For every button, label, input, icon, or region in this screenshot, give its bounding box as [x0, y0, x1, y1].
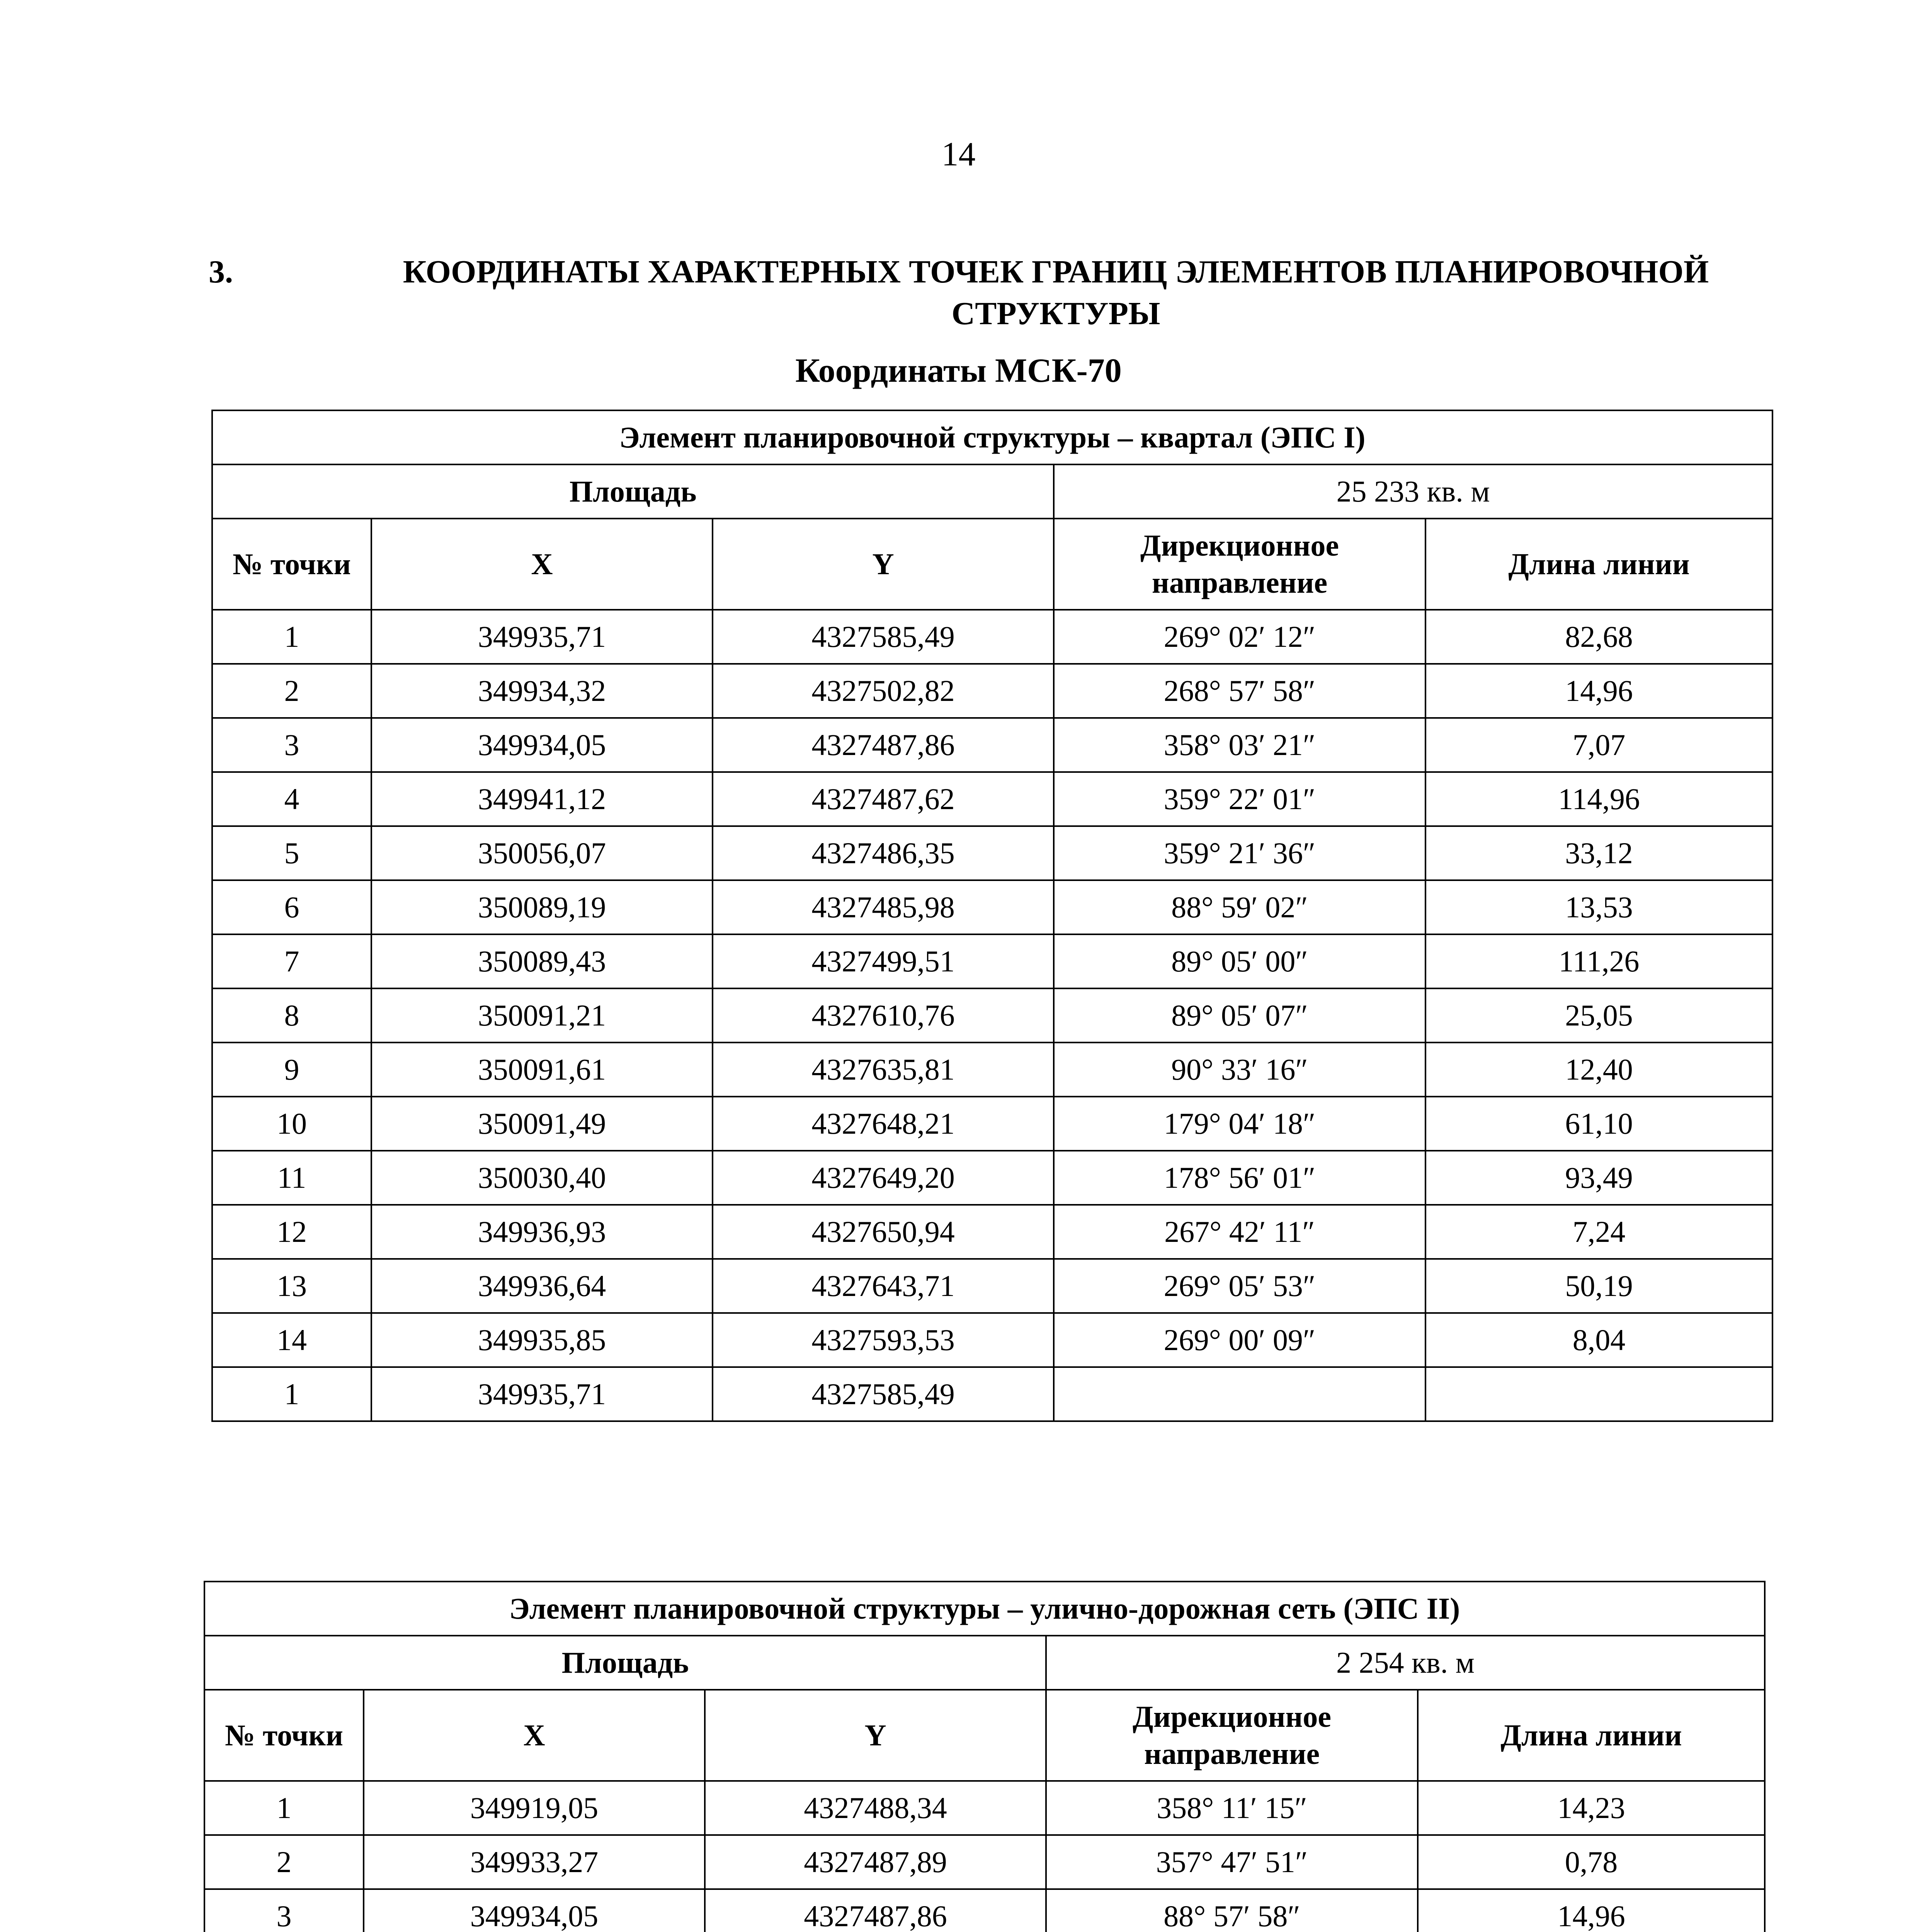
- column-header-y: Y: [713, 519, 1054, 610]
- line-length-cell: 50,19: [1425, 1259, 1772, 1313]
- table-row: [212, 1367, 1772, 1421]
- point-number-cell: 5: [212, 826, 371, 880]
- point-number-cell: 9: [212, 1043, 371, 1097]
- section-heading: [209, 251, 1781, 335]
- line-length-cell: 0,78: [1418, 1835, 1765, 1889]
- point-number-cell: 2: [204, 1835, 364, 1889]
- direction-angle-cell: 359° 22′ 01″: [1054, 772, 1425, 826]
- table-title: Элемент планировочной структуры – квартал (ЭПС I): [212, 410, 1772, 464]
- point-number-cell: 1: [212, 1367, 371, 1421]
- line-length-cell: [1425, 1367, 1772, 1421]
- line-length-cell: 14,96: [1418, 1889, 1765, 1932]
- table-body: [204, 1582, 1765, 1932]
- section-number: 3.: [209, 254, 233, 290]
- direction-angle-cell: 269° 00′ 09″: [1054, 1313, 1425, 1367]
- table-body: [212, 410, 1772, 1421]
- x-coordinate-cell: 350030,40: [371, 1151, 713, 1205]
- line-length-cell: 114,96: [1425, 772, 1772, 826]
- table-row: [212, 988, 1772, 1043]
- line-length-cell: 93,49: [1425, 1151, 1772, 1205]
- column-header-direction: Дирекционное направление: [1046, 1690, 1418, 1781]
- line-length-cell: 33,12: [1425, 826, 1772, 880]
- area-label: Площадь: [212, 464, 1054, 519]
- coordinates-table-eps-1: [211, 410, 1773, 1422]
- y-coordinate-cell: 4327502,82: [713, 664, 1054, 718]
- table-row: [212, 1097, 1772, 1151]
- line-length-cell: 14,96: [1425, 664, 1772, 718]
- line-length-cell: 25,05: [1425, 988, 1772, 1043]
- direction-angle-cell: 267° 42′ 11″: [1054, 1205, 1425, 1259]
- table-row: [204, 1889, 1765, 1932]
- y-coordinate-cell: 4327499,51: [713, 934, 1054, 988]
- y-coordinate-cell: 4327643,71: [713, 1259, 1054, 1313]
- direction-angle-cell: 268° 57′ 58″: [1054, 664, 1425, 718]
- line-length-cell: 111,26: [1425, 934, 1772, 988]
- line-length-cell: 13,53: [1425, 880, 1772, 934]
- column-header-length: Длина линии: [1418, 1690, 1765, 1781]
- point-number-cell: 2: [212, 664, 371, 718]
- direction-angle-cell: 269° 05′ 53″: [1054, 1259, 1425, 1313]
- direction-angle-cell: 89° 05′ 00″: [1054, 934, 1425, 988]
- point-number-cell: 3: [204, 1889, 364, 1932]
- point-number-cell: 4: [212, 772, 371, 826]
- y-coordinate-cell: 4327585,49: [713, 1367, 1054, 1421]
- direction-angle-cell: 179° 04′ 18″: [1054, 1097, 1425, 1151]
- y-coordinate-cell: 4327648,21: [713, 1097, 1054, 1151]
- direction-angle-cell: 269° 02′ 12″: [1054, 610, 1425, 664]
- direction-angle-cell: 88° 59′ 02″: [1054, 880, 1425, 934]
- table-row: [212, 1205, 1772, 1259]
- x-coordinate-cell: 349934,05: [371, 718, 713, 772]
- line-length-cell: 7,07: [1425, 718, 1772, 772]
- x-coordinate-cell: 350089,19: [371, 880, 713, 934]
- point-number-cell: 6: [212, 880, 371, 934]
- table-row: [212, 1259, 1772, 1313]
- column-header-direction: Дирекционное направление: [1054, 519, 1425, 610]
- direction-angle-cell: 178° 56′ 01″: [1054, 1151, 1425, 1205]
- y-coordinate-cell: 4327487,89: [705, 1835, 1046, 1889]
- table-row: [204, 1781, 1765, 1835]
- direction-angle-cell: 88° 57′ 58″: [1046, 1889, 1418, 1932]
- area-value: 2 254 кв. м: [1046, 1636, 1765, 1690]
- table-row: [212, 1313, 1772, 1367]
- direction-angle-cell: 357° 47′ 51″: [1046, 1835, 1418, 1889]
- line-length-cell: 61,10: [1425, 1097, 1772, 1151]
- line-length-cell: 12,40: [1425, 1043, 1772, 1097]
- column-header-point: № точки: [204, 1690, 364, 1781]
- coordinates-table-eps-2: [204, 1581, 1766, 1932]
- point-number-cell: 7: [212, 934, 371, 988]
- x-coordinate-cell: 349941,12: [371, 772, 713, 826]
- x-coordinate-cell: 349935,71: [371, 1367, 713, 1421]
- x-coordinate-cell: 350091,49: [371, 1097, 713, 1151]
- column-header-x: X: [371, 519, 713, 610]
- y-coordinate-cell: 4327635,81: [713, 1043, 1054, 1097]
- y-coordinate-cell: 4327593,53: [713, 1313, 1054, 1367]
- y-coordinate-cell: 4327488,34: [705, 1781, 1046, 1835]
- point-number-cell: 1: [212, 610, 371, 664]
- line-length-cell: 82,68: [1425, 610, 1772, 664]
- point-number-cell: 11: [212, 1151, 371, 1205]
- y-coordinate-cell: 4327487,62: [713, 772, 1054, 826]
- x-coordinate-cell: 349934,05: [364, 1889, 705, 1932]
- direction-angle-cell: 90° 33′ 16″: [1054, 1043, 1425, 1097]
- column-header-x: X: [364, 1690, 705, 1781]
- line-length-cell: 8,04: [1425, 1313, 1772, 1367]
- x-coordinate-cell: 350056,07: [371, 826, 713, 880]
- table-row: [212, 1151, 1772, 1205]
- table-row: [212, 772, 1772, 826]
- section-title: КООРДИНАТЫ ХАРАКТЕРНЫХ ТОЧЕК ГРАНИЦ ЭЛЕМЕНТОВ ПЛАНИРОВОЧНОЙ СТРУКТУРЫ: [403, 254, 1709, 332]
- table-row: [212, 664, 1772, 718]
- point-number-cell: 10: [212, 1097, 371, 1151]
- direction-angle-cell: 359° 21′ 36″: [1054, 826, 1425, 880]
- table-row: [212, 718, 1772, 772]
- point-number-cell: 13: [212, 1259, 371, 1313]
- y-coordinate-cell: 4327485,98: [713, 880, 1054, 934]
- table-row: [212, 1043, 1772, 1097]
- page-number: 14: [941, 136, 976, 173]
- column-header-point: № точки: [212, 519, 371, 610]
- y-coordinate-cell: 4327487,86: [713, 718, 1054, 772]
- point-number-cell: 3: [212, 718, 371, 772]
- y-coordinate-cell: 4327649,20: [713, 1151, 1054, 1205]
- area-label: Площадь: [204, 1636, 1046, 1690]
- direction-angle-cell: [1054, 1367, 1425, 1421]
- column-header-length: Длина линии: [1425, 519, 1772, 610]
- x-coordinate-cell: 349935,85: [371, 1313, 713, 1367]
- x-coordinate-cell: 350091,21: [371, 988, 713, 1043]
- x-coordinate-cell: 350089,43: [371, 934, 713, 988]
- direction-angle-cell: 358° 11′ 15″: [1046, 1781, 1418, 1835]
- x-coordinate-cell: 349936,93: [371, 1205, 713, 1259]
- y-coordinate-cell: 4327486,35: [713, 826, 1054, 880]
- y-coordinate-cell: 4327650,94: [713, 1205, 1054, 1259]
- area-value: 25 233 кв. м: [1054, 464, 1772, 519]
- point-number-cell: 8: [212, 988, 371, 1043]
- x-coordinate-cell: 349919,05: [364, 1781, 705, 1835]
- table-row: [212, 610, 1772, 664]
- y-coordinate-cell: 4327585,49: [713, 610, 1054, 664]
- table-row: [212, 934, 1772, 988]
- coordinate-system-subtitle: Координаты МСК-70: [795, 352, 1122, 389]
- table-row: [212, 880, 1772, 934]
- direction-angle-cell: 89° 05′ 07″: [1054, 988, 1425, 1043]
- point-number-cell: 1: [204, 1781, 364, 1835]
- point-number-cell: 14: [212, 1313, 371, 1367]
- x-coordinate-cell: 349936,64: [371, 1259, 713, 1313]
- point-number-cell: 12: [212, 1205, 371, 1259]
- table-row: [212, 826, 1772, 880]
- table-title: Элемент планировочной структуры – улично-дорожная сеть (ЭПС II): [204, 1582, 1765, 1636]
- y-coordinate-cell: 4327487,86: [705, 1889, 1046, 1932]
- x-coordinate-cell: 349934,32: [371, 664, 713, 718]
- x-coordinate-cell: 349935,71: [371, 610, 713, 664]
- x-coordinate-cell: 350091,61: [371, 1043, 713, 1097]
- y-coordinate-cell: 4327610,76: [713, 988, 1054, 1043]
- line-length-cell: 7,24: [1425, 1205, 1772, 1259]
- column-header-y: Y: [705, 1690, 1046, 1781]
- direction-angle-cell: 358° 03′ 21″: [1054, 718, 1425, 772]
- line-length-cell: 14,23: [1418, 1781, 1765, 1835]
- x-coordinate-cell: 349933,27: [364, 1835, 705, 1889]
- table-row: [204, 1835, 1765, 1889]
